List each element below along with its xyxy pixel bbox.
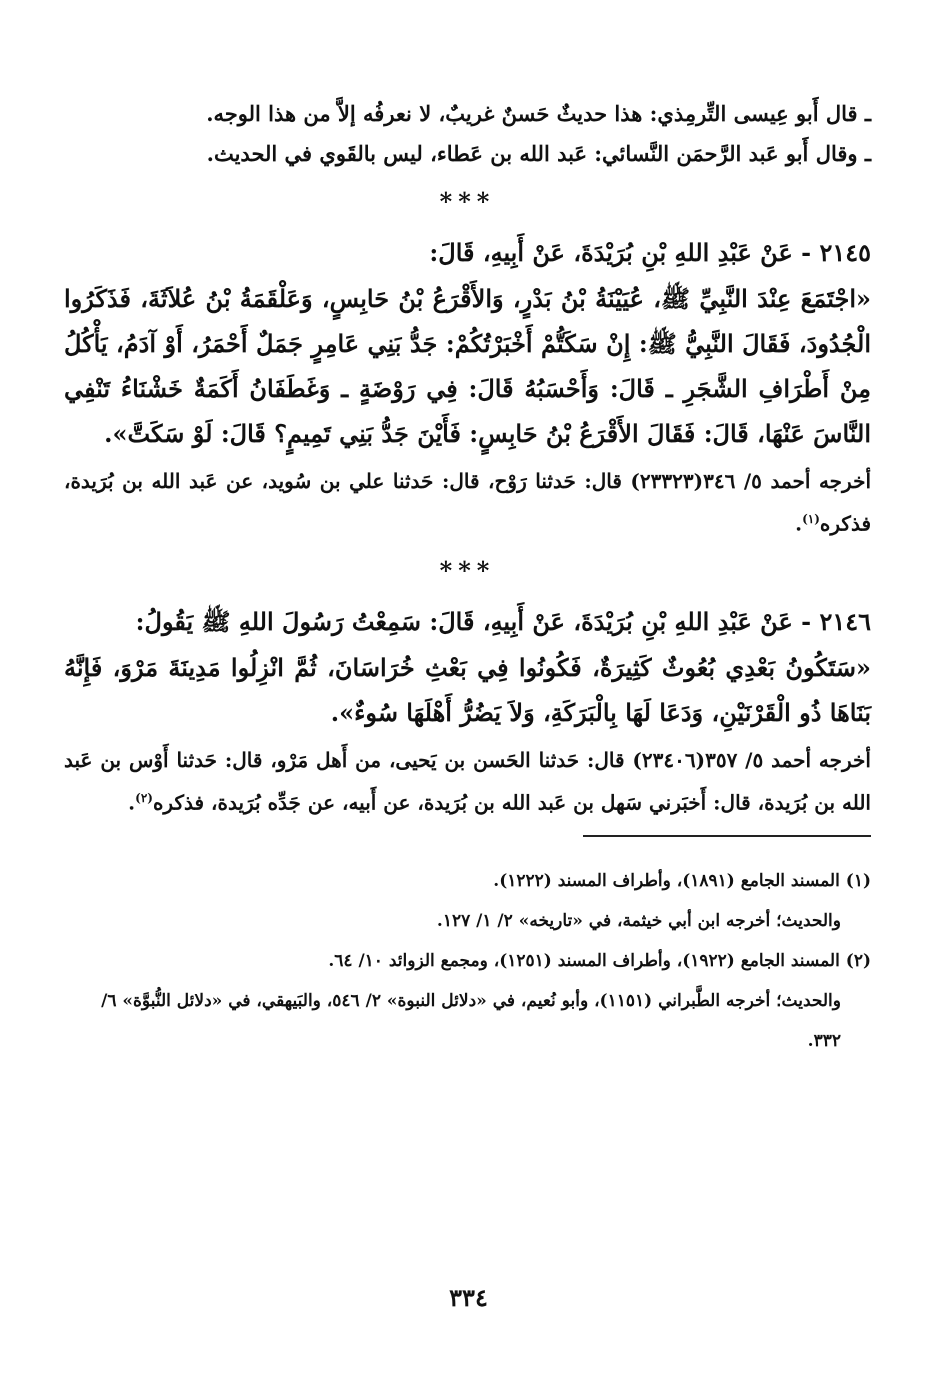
takhrij-text: أخرجه أحمد ٥/ ٣٤٦(٢٣٣٢٣) قال: حَدثنا رَوْح، قال: حَدثنا علي بن سُويد، عن عَبد الله بن بُرَيدة، فذكره [64,469,871,536]
footnote-1-continuation: والحديث؛ أخرجه ابن أبي خيثمة، في «تاريخه» ٢/ ١/ ١٢٧. [436,911,841,932]
footnotes [64,861,871,1061]
footnote-divider [64,821,871,851]
takhrij-text: أخرجه أحمد ٥/ ٣٥٧(٢٣٤٠٦) قال: حَدثنا الحَسن بن يَحيى، من أَهل مَرْو، قال: حَدثنا أَوْس بن عَبد الله بن بُرَيدة، قال: أَخبَرني سَهل بن عَبد الله بن بُرَيدة، عن أَبيه، عن جَدِّه بُرَيدة، فذكره [64,747,871,815]
footnote-rule [583,835,871,837]
footnote-2: (٢) المسند الجامع (١٩٢٢)، وأطراف المسند (١٢٥١)، ومجمع الزوائد ١٠/ ٦٤. [328,951,871,972]
footnote-1: (١) المسند الجامع (١٨٩١)، وأطراف المسند (١٢٢٢). [493,871,871,892]
footnote-2-continuation: والحديث؛ أخرجه الطَّبراني (١١٥١)، وأبو نُعيم، في «دلائل النبوة» ٢/ ٥٤٦، والبَيهقي، في «دلائل النُّبوَّة» ٦/ ٣٣٢. [101,991,841,1052]
section-separator: *** [439,187,496,216]
hadith-2146-takhrij [64,741,871,822]
page-number: ٣٣٤ [449,1283,488,1312]
hadith-2145-heading: ٢١٤٥ - عَنْ عَبْدِ اللهِ بْنِ بُرَيْدَةَ، عَنْ أَبِيهِ، قَالَ: [429,238,871,267]
hadith-2145-takhrij [64,462,871,543]
period: . [128,790,136,815]
hadith-2146-text: «سَتَكُونُ بَعْدِي بُعُوثٌ كَثِيرَةٌ، فَكُونُوا فِي بَعْثِ خُرَاسَانَ، ثُمَّ انْزِلُوا مَدِينَةَ مَرْوَ، فَإِنَّهُ بَنَاهَا ذُو الْقَرْنَيْنِ، وَدَعَا لَهَا بِالْبَرَكَةِ، وَلاَ يَضُرُّ أَهْلَهَا سُوءٌ». [64,652,871,727]
period: . [795,511,803,536]
tirmidhi-note: ـ قال أَبو عِيسى التِّرمِذي: هذا حديثٌ حَسنٌ غريبٌ، لا نعرفُه إلاَّ من هذا الوجه. [206,101,871,126]
hadith-2145-text: «اجْتَمَعَ عِنْدَ النَّبِيِّ ﷺ، عُيَيْنَةُ بْنُ بَدْرٍ، وَالأَقْرَعُ بْنُ حَابِسٍ، وَعَلْقَمَةُ بْنُ عُلاَثَةَ، فَذَكَرُوا الْجُدُودَ، فَقَالَ النَّبِيُّ ﷺ: إِنْ سَكَتُّمْ أَخْبَرْتُكُمْ: جَدُّ بَنِي عَامِرٍ جَمَلٌ أَحْمَرُ، أَوْ آدَمُ، يَأْكُلُ مِنْ أَطْرَافِ الشَّجَرِ ـ قَالَ: وَأَحْسَبُهُ قَالَ: فِي رَوْضَةٍ ـ وَغَطَفَانُ أَكَمَةٌ خَشْنَاءُ تَنْفِي النَّاسَ عَنْهَا، قَالَ: فَقَالَ الأَقْرَعُ بْنُ حَابِسٍ: فَأَيْنَ جَدُّ بَنِي تَمِيمٍ؟ قَالَ: لَوْ سَكَتَّ». [64,284,871,448]
hadith-2146-heading: ٢١٤٦ - عَنْ عَبْدِ اللهِ بْنِ بُرَيْدَةَ، عَنْ أَبِيهِ، قَالَ: سَمِعْتُ رَسُولَ اللهِ ﷺ يَقُولُ: [135,606,871,636]
footnote-ref: (٢) [135,790,153,805]
section-separator: *** [439,555,496,585]
nasai-note: ـ وقال أَبو عَبد الرَّحمَن النَّسائي: عَبد الله بن عَطاء، ليس بالقَوي في الحديث. [206,141,871,166]
footnote-ref: (١) [802,512,820,526]
